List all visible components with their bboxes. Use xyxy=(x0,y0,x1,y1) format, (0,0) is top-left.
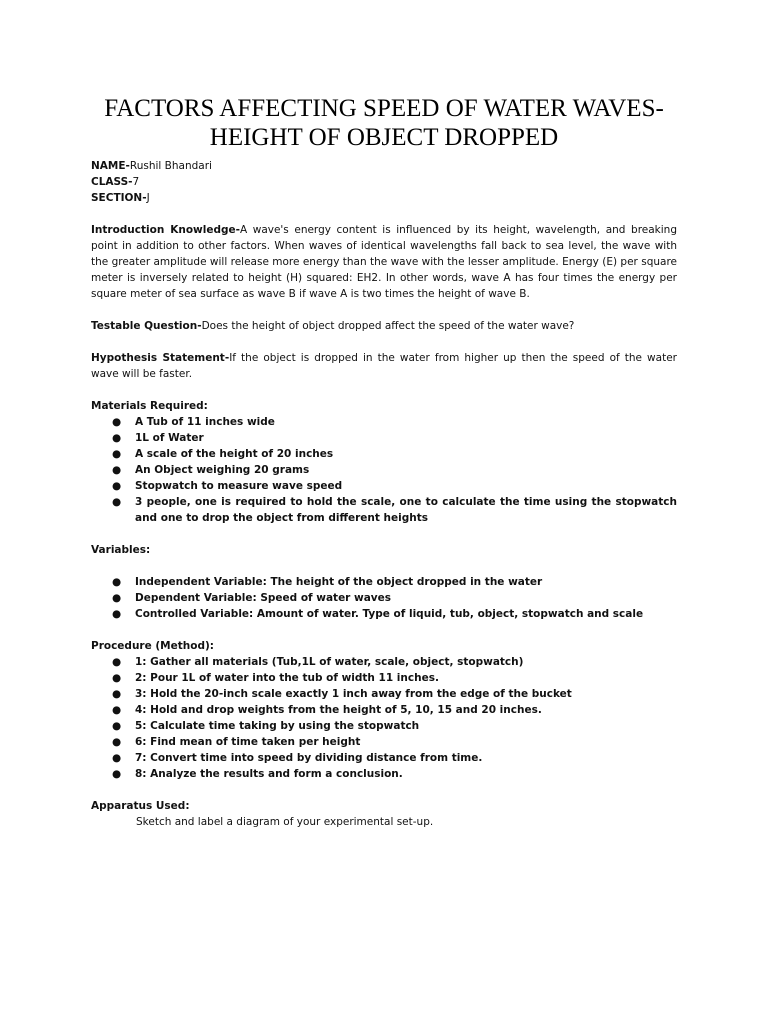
bullet-icon: ● xyxy=(112,720,122,732)
section-value: J xyxy=(146,192,150,204)
document-title xyxy=(71,94,697,152)
apparatus-heading: Apparatus Used: xyxy=(91,800,190,812)
material-item-text: 3 people, one is required to hold the scale, one to calculate the time using the stopwatch and one to drop the object from different heights xyxy=(135,496,677,524)
list-item xyxy=(91,494,677,526)
introduction-label: Introduction Knowledge- xyxy=(91,224,240,236)
bullet-icon: ● xyxy=(112,464,122,476)
procedure-step-text: 6: Find mean of time taken per height xyxy=(135,736,361,748)
material-item-text: An Object weighing 20 grams xyxy=(135,464,310,476)
hypothesis-text: If the object is dropped in the water from higher up then the speed of the water wave will be faster. xyxy=(91,352,677,380)
procedure-step-text: 1: Gather all materials (Tub,1L of water, scale, object, stopwatch) xyxy=(135,656,524,668)
bullet-icon: ● xyxy=(112,432,122,444)
procedure-step-text: 8: Analyze the results and form a conclusion. xyxy=(135,768,403,780)
section-line xyxy=(91,190,677,206)
title-line-1: FACTORS AFFECTING SPEED OF WATER WAVES- xyxy=(104,95,664,122)
section-label: SECTION- xyxy=(91,192,147,204)
bullet-icon: ● xyxy=(112,736,122,748)
bullet-icon: ● xyxy=(112,704,122,716)
procedure-heading: Procedure (Method): xyxy=(91,640,214,652)
testable-question-label: Testable Question- xyxy=(91,320,202,332)
variable-item-text: Dependent Variable: Speed of water waves xyxy=(135,592,392,604)
name-line xyxy=(91,158,677,174)
material-item-text: 1L of Water xyxy=(135,432,204,444)
list-item xyxy=(91,670,677,686)
introduction-text: A wave's energy content is influenced by its height, wavelength, and breaking point in addition to other factors. When waves of identical wavelengths fall back to sea level, the wave with the greater amplitude will release more energy than the wave with the lesser amplitude. Energy (E) per square meter is inversely related to height (H) squared: EH2. In other words, wave A has four times the energy per square meter of sea surface as wave B if wave A is two times the height of wave B. xyxy=(91,224,677,300)
bullet-icon: ● xyxy=(112,496,122,508)
class-value: 7 xyxy=(132,176,140,188)
name-value: Rushil Bhandari xyxy=(129,160,212,172)
list-item xyxy=(91,702,677,718)
list-item xyxy=(91,446,677,462)
list-item xyxy=(91,590,677,606)
variable-item-text: Controlled Variable: Amount of water. Type of liquid, tub, object, stopwatch and scale xyxy=(135,608,644,620)
bullet-icon: ● xyxy=(112,608,122,620)
class-line xyxy=(91,174,677,190)
hypothesis-label: Hypothesis Statement- xyxy=(91,352,230,364)
list-item xyxy=(91,766,677,782)
testable-question-paragraph xyxy=(91,318,677,334)
bullet-icon: ● xyxy=(112,480,122,492)
procedure-step-text: 7: Convert time into speed by dividing distance from time. xyxy=(135,752,483,764)
class-label: CLASS- xyxy=(91,176,133,188)
testable-question-text: Does the height of object dropped affect the speed of the water wave? xyxy=(201,320,575,332)
list-item xyxy=(91,462,677,478)
bullet-icon: ● xyxy=(112,656,122,668)
list-item xyxy=(91,750,677,766)
material-item-text: Stopwatch to measure wave speed xyxy=(135,480,343,492)
procedure-step-text: 3: Hold the 20-inch scale exactly 1 inch away from the edge of the bucket xyxy=(135,688,572,700)
list-item xyxy=(91,606,677,622)
material-item-text: A Tub of 11 inches wide xyxy=(135,416,275,428)
document-page xyxy=(91,94,677,830)
bullet-icon: ● xyxy=(112,448,122,460)
list-item xyxy=(91,686,677,702)
variables-heading: Variables: xyxy=(91,544,151,556)
list-item xyxy=(91,654,677,670)
bullet-icon: ● xyxy=(112,672,122,684)
list-item xyxy=(91,478,677,494)
list-item xyxy=(91,430,677,446)
list-item xyxy=(91,414,677,430)
procedure-step-text: 4: Hold and drop weights from the height of 5, 10, 15 and 20 inches. xyxy=(135,704,542,716)
apparatus-instruction: Sketch and label a diagram of your experimental set-up. xyxy=(136,816,434,828)
materials-heading: Materials Required: xyxy=(91,400,208,412)
name-label: NAME- xyxy=(91,160,130,172)
bullet-icon: ● xyxy=(112,576,122,588)
material-item-text: A scale of the height of 20 inches xyxy=(135,448,334,460)
procedure-list xyxy=(91,654,677,782)
procedure-step-text: 5: Calculate time taking by using the stopwatch xyxy=(135,720,420,732)
introduction-paragraph xyxy=(91,222,677,302)
title-line-2: HEIGHT OF OBJECT DROPPED xyxy=(209,124,559,151)
bullet-icon: ● xyxy=(112,688,122,700)
variable-item-text: Independent Variable: The height of the object dropped in the water xyxy=(135,576,543,588)
bullet-icon: ● xyxy=(112,416,122,428)
variables-list xyxy=(91,574,677,622)
materials-list xyxy=(91,414,677,526)
hypothesis-paragraph xyxy=(91,350,677,382)
list-item xyxy=(91,734,677,750)
bullet-icon: ● xyxy=(112,768,122,780)
list-item xyxy=(91,574,677,590)
list-item xyxy=(91,718,677,734)
bullet-icon: ● xyxy=(112,752,122,764)
bullet-icon: ● xyxy=(112,592,122,604)
procedure-step-text: 2: Pour 1L of water into the tub of width 11 inches. xyxy=(135,672,439,684)
